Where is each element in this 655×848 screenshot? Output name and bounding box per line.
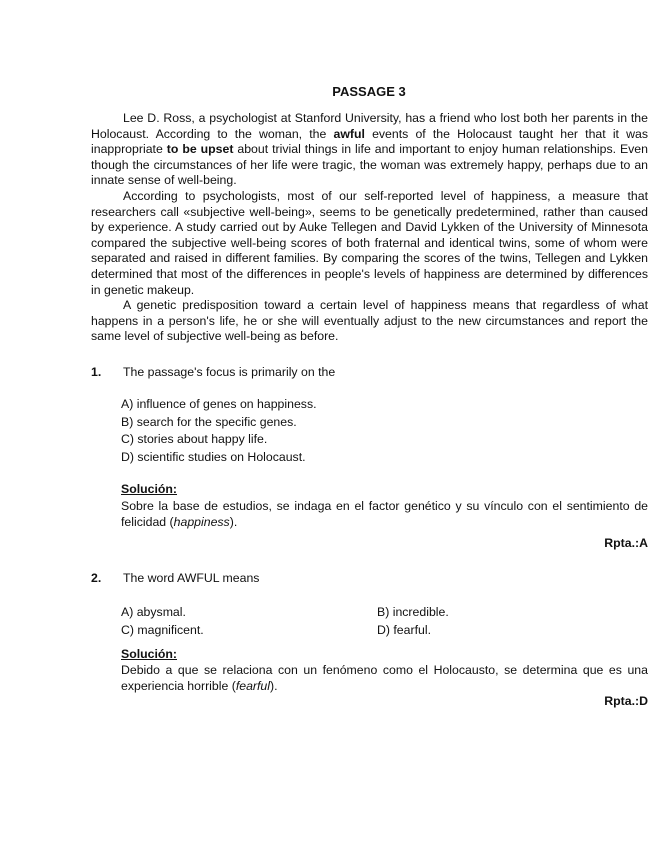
q1-answer: Rpta.:A (604, 536, 648, 550)
question-2-options (121, 603, 621, 639)
q1-solution-text (121, 499, 648, 530)
question-1-stem: The passage's focus is primarily on the (123, 365, 336, 379)
question-1-number: 1. (91, 365, 102, 379)
passage-paragraph-2: According to psychologists, most of our self-reported level of happiness, a measure that researchers call «subjective well-being», seems to be genetically predetermined, rather than caused by experience. A study carried out by Auke Tellegen and David Lykken of the University of Minnesota compared the subjective well-being scores of both fraternal and identical twins, some of whom were separated and raised in different families. By comparing the scores of the twins, Tellegen and Lykken determined that most of the differences in people's levels of happiness are determined by differences in genetic makeup. (91, 188, 648, 297)
p1-text-c: events of the Holocaust taught her that it was inappropriate (91, 126, 648, 157)
question-1-options (121, 396, 317, 466)
p1-bold-awful: awful (333, 126, 365, 141)
q2-solution-heading: Solución: (121, 647, 178, 661)
q2-answer: Rpta.:D (604, 694, 648, 708)
q1-solution-italic: happiness (173, 514, 230, 529)
q1-solution-heading: Solución: (121, 482, 178, 496)
q2-option-c: C) magnificent. (121, 623, 204, 637)
q1-option-d: D) scientific studies on Holocaust. (121, 449, 306, 464)
p1-text-a: Lee D. Ross, a psychologist at Stanford University, has a friend who lost both her parents in the Holocaust. According to the woman, the (91, 111, 648, 141)
q1-solution-b: ). (229, 514, 238, 529)
q2-solution-b: ). (270, 678, 278, 693)
passage-paragraph-3: A genetic predisposition toward a certain level of happiness means that regardless of what happens in a person's life, he or she will eventually adjust to the new circumstances and report the same level of subjective well-being as before. (91, 298, 648, 344)
passage-text (91, 111, 648, 345)
question-2-number: 2. (91, 571, 102, 585)
q1-option-b: B) search for the specific genes. (121, 414, 297, 429)
q2-option-d: D) fearful. (377, 623, 431, 637)
passage-paragraph-1 (91, 111, 648, 189)
passage-title: PASSAGE 3 (332, 84, 406, 99)
q2-option-b: B) incredible. (377, 605, 449, 619)
q2-option-a: A) abysmal. (121, 605, 186, 619)
q1-option-c: C) stories about happy life. (121, 432, 268, 446)
q2-solution-a: Debido a que se relaciona con un fenómeno como el Holocausto, se determina que es una experiencia horrible ( (121, 663, 648, 693)
q1-solution-a: Sobre la base de estudios, se indaga en el factor genético y su vínculo con el sentimiento de felicidad ( (121, 499, 648, 529)
q1-option-a: A) influence of genes on happiness. (121, 397, 317, 411)
q2-solution-italic: fearful (235, 678, 271, 693)
q2-solution-text (121, 663, 648, 694)
p1-bold-upset: to be upset (166, 142, 234, 157)
p1-text-d: about trivial things in life and important to enjoy human relationships. Even though the circumstances of her life were tragic, the woman was extremely happy, perhaps due to an innate sense of well-being. (91, 142, 648, 188)
question-2-stem: The word AWFUL means (123, 571, 260, 585)
